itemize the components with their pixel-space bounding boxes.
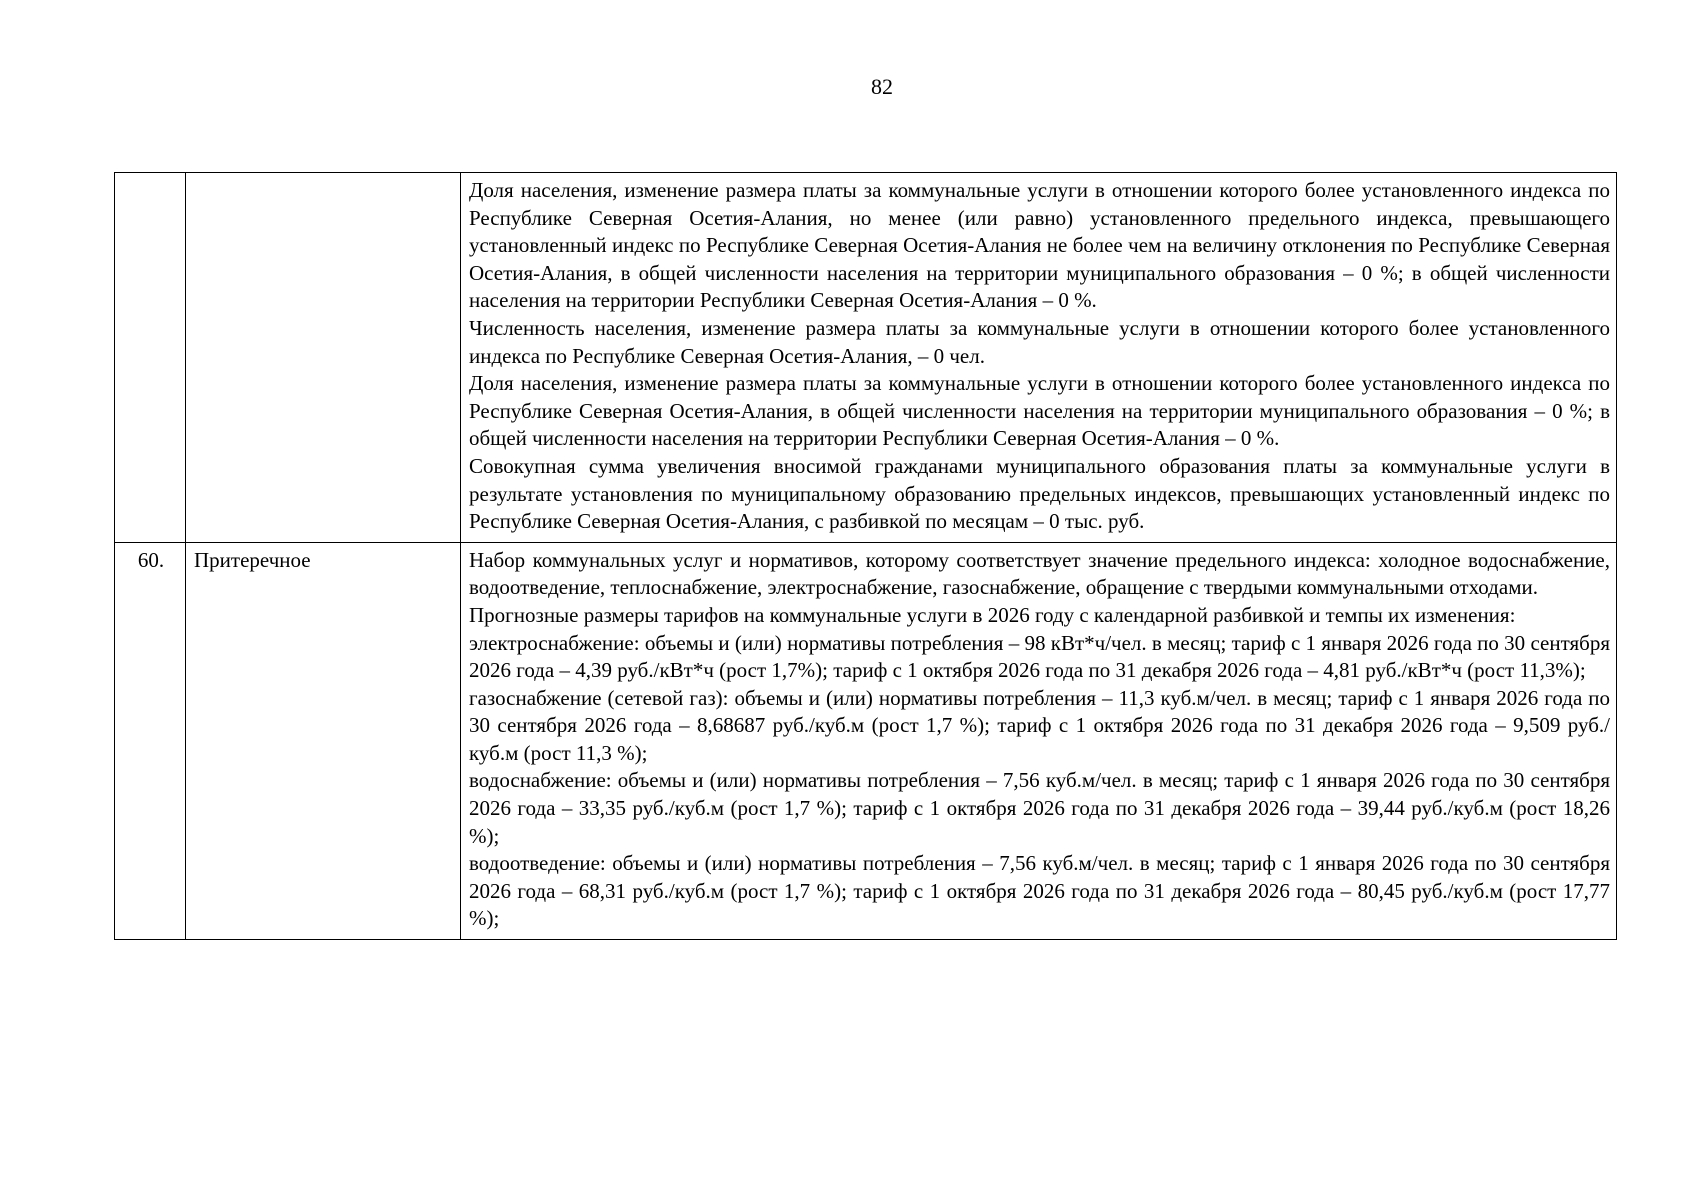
paragraph: газоснабжение (сетевой газ): объемы и (или) нормативы потребления – 11,3 куб.м/чел. в месяц; тариф с 1 января 2026 года по 30 сентября 2026 года – 8,68687 руб./куб.м (рост 1,7 %); тариф с 1 октября 2026 года по 31 декабря 2026 года – 9,509 руб./куб.м (рост 11,3 %); [469, 685, 1610, 765]
paragraph: Доля населения, изменение размера платы за коммунальные услуги в отношении которого более установленного индекса по Республике Северная Осетия-Алания, в общей численности населения на территории муниципального образования – 0 %; в общей численности населения на территории Республики Северная Осетия-Алания – 0 %. [469, 371, 1610, 451]
row-description [461, 173, 1617, 543]
municipality-table [114, 172, 1617, 940]
paragraph: электроснабжение: объемы и (или) нормативы потребления – 98 кВт*ч/чел. в месяц; тариф с 1 января 2026 года по 30 сентября 2026 года – 4,39 руб./кВт*ч (рост 1,7%); тариф с 1 октября 2026 года по 31 декабря 2026 года – 4,81 руб./кВт*ч (рост 11,3%); [469, 630, 1610, 683]
paragraph: Прогнозные размеры тарифов на коммунальные услуги в 2026 году с календарной разбивкой и темпы их изменения: [469, 602, 1516, 627]
table-row [115, 173, 1617, 543]
row-description [461, 542, 1617, 939]
paragraph: Набор коммунальных услуг и нормативов, которому соответствует значение предельного индекса: холодное водоснабжение, водоотведение, теплоснабжение, электроснабжение, газоснабжение, обращение с твердыми коммунальными отходами. [469, 547, 1610, 600]
paragraph: Доля населения, изменение размера платы за коммунальные услуги в отношении которого более установленного индекса по Республике Северная Осетия-Алания, но менее (или равно) установленного предельного индекса, превышающего установленный индекс по Республике Северная Осетия-Алания не более чем на величину отклонения по Республике Северная Осетия-Алания, в общей численности населения на территории муниципального образования – 0 %; в общей численности населения на территории Республики Северная Осетия-Алания – 0 %. [469, 178, 1610, 313]
municipality-name [186, 173, 461, 543]
table-row [115, 542, 1617, 939]
paragraph: водоотведение: объемы и (или) нормативы потребления – 7,56 куб.м/чел. в месяц; тариф с 1 января 2026 года по 30 сентября 2026 года – 68,31 руб./куб.м (рост 1,7 %); тариф с 1 октября 2026 года по 31 декабря 2026 года – 80,45 руб./куб.м (рост 17,77 %); [469, 851, 1610, 931]
paragraph: Совокупная сумма увеличения вносимой гражданами муниципального образования платы за коммунальные услуги в результате установления по муниципальному образованию предельных индексов, превышающих установленный индекс по Республике Северная Осетия-Алания, с разбивкой по месяцам – 0 тыс. руб. [469, 453, 1610, 534]
paragraph: водоснабжение: объемы и (или) нормативы потребления – 7,56 куб.м/чел. в месяц; тариф с 1 января 2026 года по 30 сентября 2026 года – 33,35 руб./куб.м (рост 1,7 %); тариф с 1 октября 2026 года по 31 декабря 2026 года – 39,44 руб./куб.м (рост 18,26 %); [469, 768, 1610, 848]
row-number [115, 173, 186, 543]
paragraph: Численность населения, изменение размера платы за коммунальные услуги в отношении которого более установленного индекса по Республике Северная Осетия-Алания, – 0 чел. [469, 315, 1610, 368]
row-number: 60. [115, 542, 186, 939]
page-number: 82 [871, 74, 893, 99]
municipality-name: Притеречное [186, 542, 461, 939]
